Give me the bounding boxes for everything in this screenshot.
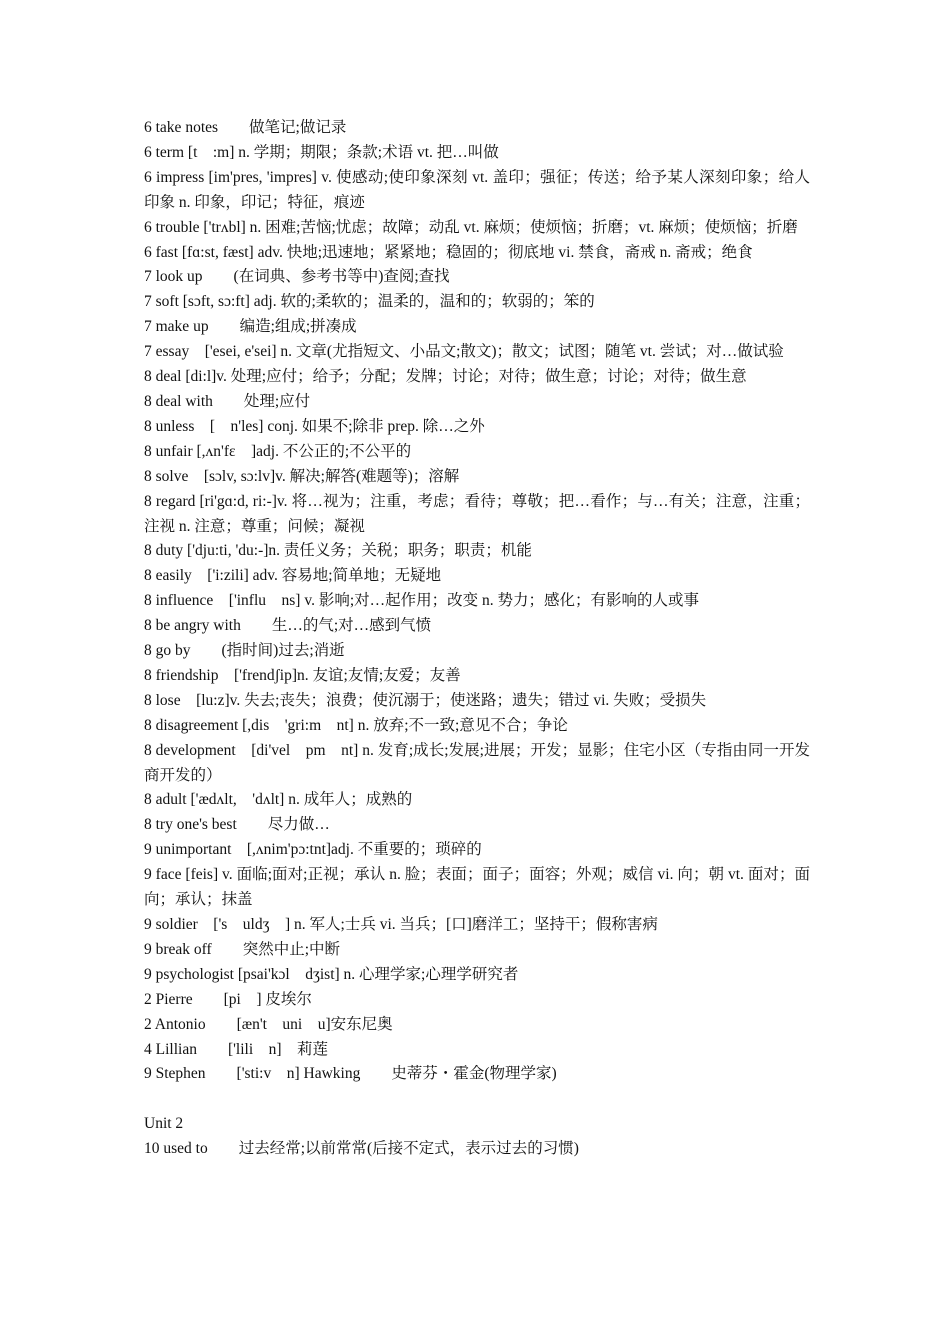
vocab-entry: 6 impress [im'pres, 'impres] v. 使感动;使印象深刻 vt. 盖印；强征；传送；给予某人深刻印象；给人印象 n. 印象，印记；特征，痕迹 xyxy=(144,168,810,211)
vocab-entry: 7 essay ['esei, e'sei] n. 文章(尤指短文、小品文;散文)；散文；试图；随笔 vt. 尝试；对…做试验 xyxy=(144,343,784,361)
vocab-entry: 7 look up (在词典、参考书等中)查阅;查找 xyxy=(144,268,450,286)
vocab-entry: 6 trouble ['trʌbl] n. 困难;苦恼;忧虑；故障；动乱 vt. 麻烦；使烦恼；折磨；vt. 麻烦；使烦恼；折磨 xyxy=(144,218,798,236)
vocab-entry: 8 development [di'vel pm nt] n. 发育;成长;发展;进展；开发；显影；住宅小区（专指由同一开发商开发的） xyxy=(144,741,810,784)
vocab-entry: 8 go by (指时间)过去;消逝 xyxy=(144,642,345,660)
vocab-entry: 9 break off 突然中止;中断 xyxy=(144,940,341,958)
vocab-entry: 8 regard [ri'gɑ:d, ri:-]v. 将…视为；注重，考虑；看待；尊敬；把…看作；与…有关；注意，注重；注视 n. 注意；尊重；问候；凝视 xyxy=(144,492,810,535)
vocab-entry: 6 term [t :m] n. 学期；期限；条款;术语 vt. 把…叫做 xyxy=(144,143,499,161)
vocab-entry: 9 psychologist [psai'kɔl dʒist] n. 心理学家;心理学研究者 xyxy=(144,965,519,983)
vocab-entry: 8 duty ['dju:ti, 'du:-]n. 责任义务；关税；职务；职责；机能 xyxy=(144,542,532,560)
vocab-entry: 2 Pierre [pi ] 皮埃尔 xyxy=(144,990,312,1008)
vocab-entry: 8 friendship ['frendʃip]n. 友谊;友情;友爱；友善 xyxy=(144,666,461,684)
vocab-entry: 6 fast [fɑ:st, fæst] adv. 快地;迅速地；紧紧地；稳固的；彻底地 vi. 禁食，斋戒 n. 斋戒；绝食 xyxy=(144,243,753,261)
vocab-entry: 9 Stephen ['sti:v n] Hawking 史蒂芬・霍金(物理学家) xyxy=(144,1065,557,1083)
vocab-entry: 8 try one's best 尽力做… xyxy=(144,816,330,834)
vocab-entry: 8 disagreement [,dis 'gri:m nt] n. 放弃;不一致;意见不合；争论 xyxy=(144,716,568,734)
vocab-entry: 7 soft [sɔft, sɔ:ft] adj. 软的;柔软的；温柔的，温和的；软弱的；笨的 xyxy=(144,293,595,311)
vocab-entry: 8 lose [lu:z]v. 失去;丧失；浪费；使沉溺于；使迷路；遗失；错过 vi. 失败；受损失 xyxy=(144,691,707,709)
vocab-entry: 9 soldier ['s uldʒ ] n. 军人;士兵 vi. 当兵；[口]磨洋工；坚持干；假称害病 xyxy=(144,916,658,933)
vocab-entry: 8 deal [di:l]v. 处理;应付；给予；分配；发牌；讨论；对待；做生意；讨论；对待；做生意 xyxy=(144,368,747,386)
vocab-entry: 4 Lillian ['lili n] 莉莲 xyxy=(144,1040,329,1058)
document-body xyxy=(144,116,810,1162)
vocab-entry: 8 easily ['i:zili] adv. 容易地;简单地；无疑地 xyxy=(144,567,442,585)
vocabulary-list xyxy=(144,116,810,1087)
unit-heading: Unit 2 xyxy=(144,1115,184,1133)
vocab-entry: 9 face [feis] v. 面临;面对;正视；承认 n. 脸；表面；面子；面容；外观；威信 vi. 向；朝 vt. 面对；面向；承认；抹盖 xyxy=(144,866,810,909)
vocab-entry: 8 unless [ n'les] conj. 如果不;除非 prep. 除…之外 xyxy=(144,417,485,435)
vocab-entry: 8 unfair [,ʌn'fɛ ]adj. 不公正的;不公平的 xyxy=(144,442,412,460)
vocab-entry: 8 deal with 处理;应付 xyxy=(144,392,311,410)
unit-2-section xyxy=(144,1112,810,1162)
vocab-entry: 7 make up 编造;组成;拼凑成 xyxy=(144,318,357,336)
vocab-entry: 8 solve [sɔlv, sɔ:lv]v. 解决;解答(难题等)；溶解 xyxy=(144,467,460,485)
vocab-entry: 9 unimportant [,ʌnim'pɔ:tnt]adj. 不重要的；琐碎的 xyxy=(144,841,482,859)
vocab-entry: 8 adult ['ædʌlt, 'dʌlt] n. 成年人；成熟的 xyxy=(144,791,413,809)
vocab-entry: 2 Antonio [æn't uni u]安东尼奥 xyxy=(144,1015,393,1033)
vocab-entry: 6 take notes 做笔记;做记录 xyxy=(144,119,347,136)
vocab-entry: 8 be angry with 生…的气;对…感到气愤 xyxy=(144,617,432,635)
vocab-entry: 8 influence ['influ ns] v. 影响;对…起作用；改变 n. 势力；感化；有影响的人或事 xyxy=(144,592,700,610)
section-gap xyxy=(144,1087,810,1112)
vocab-entry: 10 used to 过去经常;以前常常(后接不定式，表示过去的习惯) xyxy=(144,1140,579,1158)
